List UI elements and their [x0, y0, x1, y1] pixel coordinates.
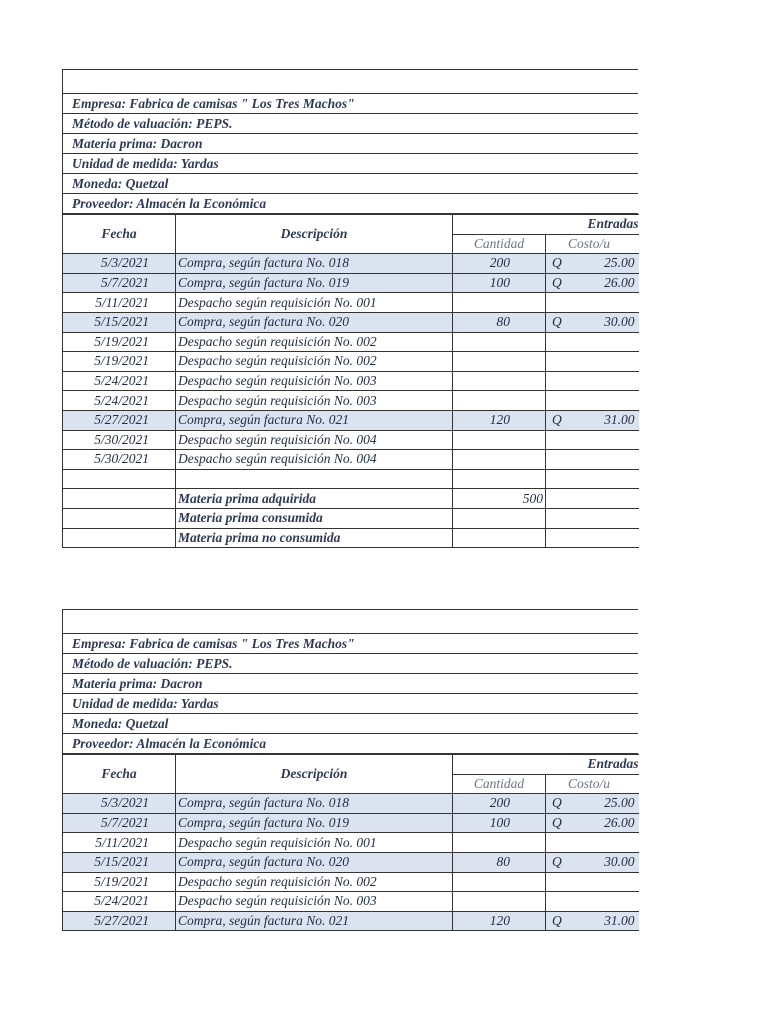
- table-row: [63, 410, 639, 430]
- total-label: Materia prima adquirida: [176, 489, 453, 509]
- currency-symbol: Q: [552, 255, 562, 271]
- sheet-title-box: [62, 69, 638, 94]
- table-row: [63, 872, 639, 892]
- header-costo: Costo/u: [546, 774, 639, 794]
- unit-cost-value: 26.00: [604, 275, 635, 291]
- table-row: [63, 833, 639, 853]
- header-entradas: Entradas: [453, 215, 639, 235]
- currency-symbol: Q: [552, 412, 562, 428]
- date-cell: 5/27/2021: [63, 911, 176, 931]
- quantity-cell: [453, 352, 546, 372]
- header-descripcion: Descripción: [176, 755, 453, 794]
- description-cell: Despacho según requisición No. 003: [176, 371, 453, 391]
- quantity-cell: [453, 892, 546, 912]
- table-row: [63, 312, 639, 332]
- unit-cost-cell: [546, 293, 639, 313]
- kardex-sheet-2: [62, 609, 638, 931]
- inventory-table: [62, 754, 639, 931]
- date-cell: 5/24/2021: [63, 371, 176, 391]
- total-row-adquirida: [63, 489, 639, 509]
- currency-line: Moneda: Quetzal: [62, 174, 638, 194]
- unit-cost-cell: [546, 312, 639, 332]
- quantity-cell: [453, 872, 546, 892]
- quantity-cell: [453, 450, 546, 470]
- table-row: [63, 911, 639, 931]
- date-cell: 5/24/2021: [63, 892, 176, 912]
- unit-cost-cell: [546, 450, 639, 470]
- description-cell: Compra, según factura No. 021: [176, 410, 453, 430]
- currency-symbol: Q: [552, 314, 562, 330]
- date-cell: 5/30/2021: [63, 450, 176, 470]
- quantity-cell: 200: [453, 254, 546, 274]
- currency-symbol: Q: [552, 275, 562, 291]
- date-cell: 5/3/2021: [63, 254, 176, 274]
- unit-cost-value: 31.00: [604, 412, 635, 428]
- unit-cost-cell: [546, 430, 639, 450]
- quantity-cell: [453, 293, 546, 313]
- date-cell: 5/7/2021: [63, 813, 176, 833]
- table-row: [63, 352, 639, 372]
- total-label: Materia prima consumida: [176, 508, 453, 528]
- unit-cost-value: 30.00: [604, 854, 635, 870]
- unit-cost-cell: [546, 254, 639, 274]
- supplier-line: Proveedor: Almacén la Económica: [62, 734, 638, 754]
- date-cell: 5/27/2021: [63, 410, 176, 430]
- blank-row: [63, 469, 639, 489]
- company-line: Empresa: Fabrica de camisas " Los Tres Machos": [62, 634, 638, 654]
- table-row: [63, 450, 639, 470]
- unit-cost-value: 31.00: [604, 913, 635, 929]
- description-cell: Despacho según requisición No. 001: [176, 293, 453, 313]
- description-cell: Despacho según requisición No. 004: [176, 450, 453, 470]
- quantity-cell: 200: [453, 794, 546, 814]
- header-costo: Costo/u: [546, 234, 639, 254]
- quantity-cell: 100: [453, 273, 546, 293]
- header-cantidad: Cantidad: [453, 774, 546, 794]
- description-cell: Compra, según factura No. 021: [176, 911, 453, 931]
- date-cell: 5/15/2021: [63, 852, 176, 872]
- header-descripcion: Descripción: [176, 215, 453, 254]
- table-body: [63, 254, 639, 470]
- date-cell: 5/19/2021: [63, 332, 176, 352]
- date-cell: 5/11/2021: [63, 293, 176, 313]
- raw-material-line: Materia prima: Dacron: [62, 674, 638, 694]
- unit-cost-cell: [546, 833, 639, 853]
- table-row: [63, 254, 639, 274]
- unit-cost-value: 30.00: [604, 314, 635, 330]
- unit-cost-cell: [546, 371, 639, 391]
- table-row: [63, 892, 639, 912]
- date-cell: 5/15/2021: [63, 312, 176, 332]
- date-cell: 5/30/2021: [63, 430, 176, 450]
- quantity-cell: [453, 430, 546, 450]
- unit-line: Unidad de medida: Yardas: [62, 694, 638, 714]
- sheet-title-box: [62, 609, 638, 634]
- header-fecha: Fecha: [63, 755, 176, 794]
- unit-cost-value: 25.00: [604, 255, 635, 271]
- quantity-cell: 100: [453, 813, 546, 833]
- table-row: [63, 813, 639, 833]
- description-cell: Despacho según requisición No. 003: [176, 391, 453, 411]
- unit-cost-cell: [546, 813, 639, 833]
- unit-cost-cell: [546, 410, 639, 430]
- date-cell: 5/7/2021: [63, 273, 176, 293]
- valuation-method-line: Método de valuación: PEPS.: [62, 654, 638, 674]
- table-row: [63, 293, 639, 313]
- table-row: [63, 273, 639, 293]
- unit-cost-cell: [546, 872, 639, 892]
- description-cell: Despacho según requisición No. 002: [176, 872, 453, 892]
- quantity-cell: 80: [453, 852, 546, 872]
- currency-line: Moneda: Quetzal: [62, 714, 638, 734]
- totals-body: [63, 469, 639, 547]
- description-cell: Despacho según requisición No. 003: [176, 892, 453, 912]
- header-fecha: Fecha: [63, 215, 176, 254]
- valuation-method-line: Método de valuación: PEPS.: [62, 114, 638, 134]
- date-cell: 5/19/2021: [63, 872, 176, 892]
- header-cantidad: Cantidad: [453, 234, 546, 254]
- quantity-cell: [453, 391, 546, 411]
- kardex-sheet-1: [62, 69, 638, 548]
- description-cell: Despacho según requisición No. 001: [176, 833, 453, 853]
- unit-cost-cell: [546, 332, 639, 352]
- company-line: Empresa: Fabrica de camisas " Los Tres Machos": [62, 94, 638, 114]
- description-cell: Compra, según factura No. 018: [176, 254, 453, 274]
- raw-material-line: Materia prima: Dacron: [62, 134, 638, 154]
- table-row: [63, 371, 639, 391]
- total-label: Materia prima no consumida: [176, 528, 453, 548]
- table-row: [63, 430, 639, 450]
- description-cell: Compra, según factura No. 020: [176, 852, 453, 872]
- description-cell: Compra, según factura No. 018: [176, 794, 453, 814]
- currency-symbol: Q: [552, 854, 562, 870]
- table-row: [63, 391, 639, 411]
- description-cell: Despacho según requisición No. 002: [176, 352, 453, 372]
- quantity-cell: [453, 833, 546, 853]
- unit-cost-cell: [546, 852, 639, 872]
- header-entradas: Entradas: [453, 755, 639, 775]
- unit-cost-cell: [546, 273, 639, 293]
- quantity-cell: [453, 371, 546, 391]
- table-row: [63, 332, 639, 352]
- table-row: [63, 852, 639, 872]
- quantity-cell: 120: [453, 911, 546, 931]
- currency-symbol: Q: [552, 795, 562, 811]
- description-cell: Despacho según requisición No. 004: [176, 430, 453, 450]
- description-cell: Compra, según factura No. 020: [176, 312, 453, 332]
- unit-cost-cell: [546, 892, 639, 912]
- description-cell: Despacho según requisición No. 002: [176, 332, 453, 352]
- total-row-no-consumida: [63, 528, 639, 548]
- date-cell: 5/24/2021: [63, 391, 176, 411]
- supplier-line: Proveedor: Almacén la Económica: [62, 194, 638, 214]
- date-cell: 5/3/2021: [63, 794, 176, 814]
- currency-symbol: Q: [552, 913, 562, 929]
- total-value: 500: [453, 489, 546, 509]
- description-cell: Compra, según factura No. 019: [176, 273, 453, 293]
- unit-line: Unidad de medida: Yardas: [62, 154, 638, 174]
- table-body: [63, 794, 639, 931]
- unit-cost-cell: [546, 391, 639, 411]
- total-row-consumida: [63, 508, 639, 528]
- quantity-cell: 120: [453, 410, 546, 430]
- currency-symbol: Q: [552, 815, 562, 831]
- unit-cost-cell: [546, 352, 639, 372]
- quantity-cell: 80: [453, 312, 546, 332]
- description-cell: Compra, según factura No. 019: [176, 813, 453, 833]
- table-row: [63, 794, 639, 814]
- unit-cost-cell: [546, 794, 639, 814]
- inventory-table: [62, 214, 639, 548]
- quantity-cell: [453, 332, 546, 352]
- date-cell: 5/19/2021: [63, 352, 176, 372]
- unit-cost-cell: [546, 911, 639, 931]
- unit-cost-value: 26.00: [604, 815, 635, 831]
- unit-cost-value: 25.00: [604, 795, 635, 811]
- date-cell: 5/11/2021: [63, 833, 176, 853]
